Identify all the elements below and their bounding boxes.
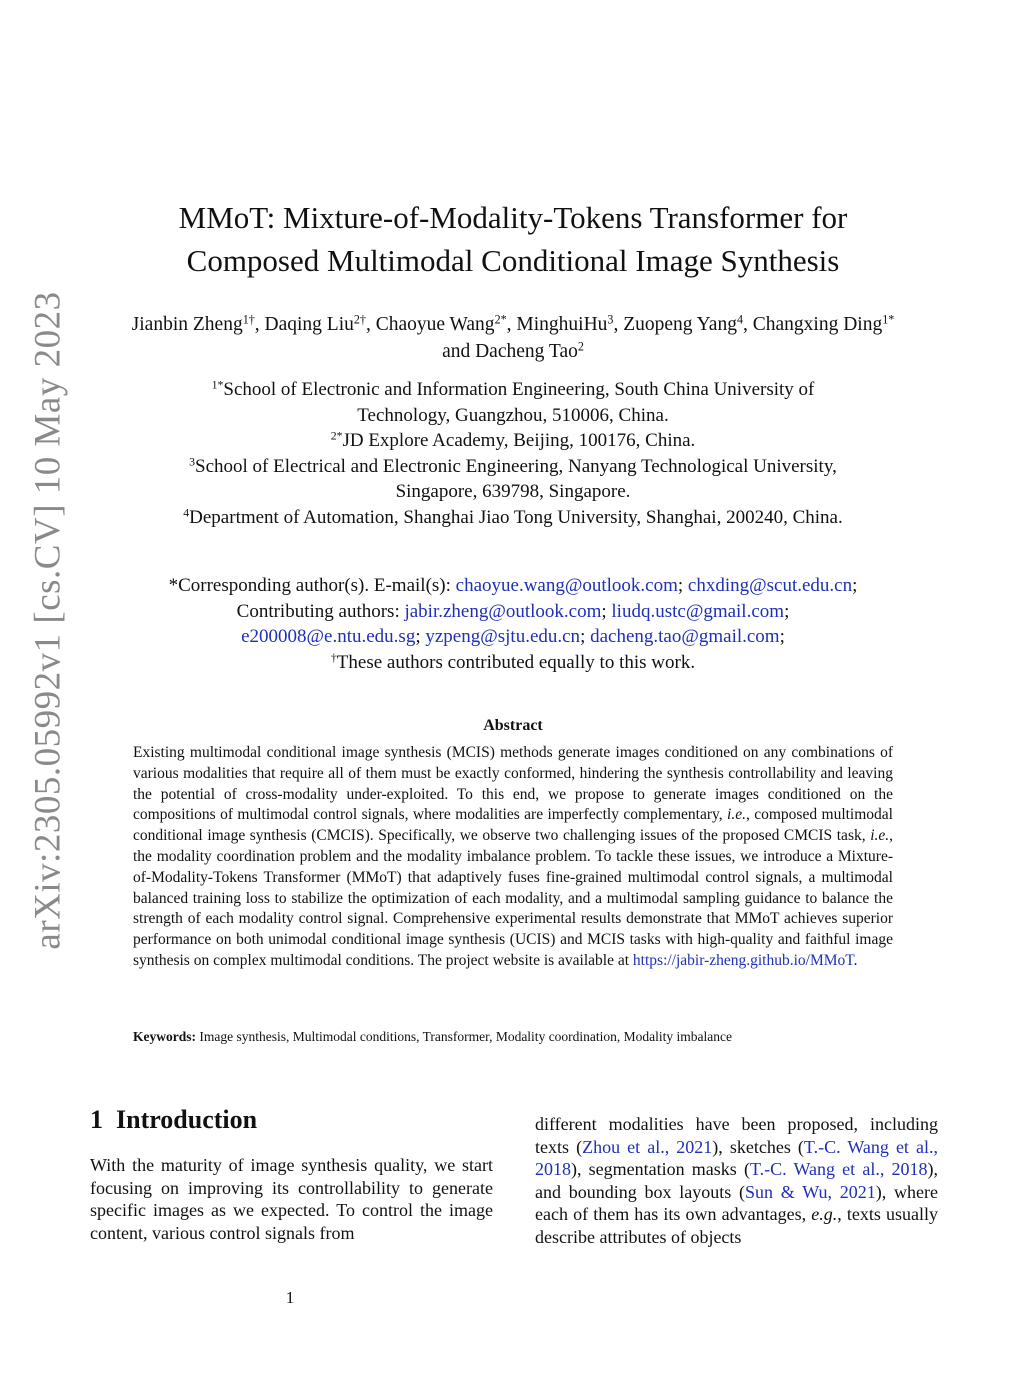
email-link[interactable]: dacheng.tao@gmail.com bbox=[590, 626, 780, 647]
affiliation-mark: 1* bbox=[211, 378, 224, 392]
abstract-body bbox=[133, 743, 893, 972]
body-italic: e.g. bbox=[811, 1204, 838, 1224]
body-text: ), segmentation masks ( bbox=[571, 1159, 750, 1179]
body-text: ), and bounding box layouts ( bbox=[535, 1159, 938, 1202]
affiliation-mark: 4 bbox=[183, 506, 190, 520]
affiliation-text: School of Electronic and Information Engineering, South China University of bbox=[223, 379, 815, 400]
author-name: Dacheng Tao bbox=[475, 341, 578, 362]
email-link[interactable]: yzpeng@sjtu.edu.cn bbox=[425, 626, 581, 647]
email-link[interactable]: chxding@scut.edu.cn bbox=[687, 575, 853, 596]
abstract-italic: i.e. bbox=[870, 827, 890, 845]
correspondence-block: *Corresponding author(s). E-mail(s): chaoyue.wang@outlook.com; chxding@scut.edu.cn; Contributing authors: jabir.zheng@outlook.com; liudq.ustc@gmail.com; e200008@e.ntu.edu.sg; yzpeng@sjtu.edu.cn; dacheng.tao@gmail.com; †These authors contributed equally to this work. bbox=[168, 575, 858, 673]
equal-contribution-mark: † bbox=[330, 651, 337, 665]
author-name: Changxing Ding bbox=[752, 314, 883, 335]
author-name: MinghuiHu bbox=[516, 314, 608, 335]
author-affiliation-mark: 2 bbox=[577, 339, 584, 354]
author-affiliation-mark: 1* bbox=[882, 312, 895, 327]
affiliation-item bbox=[120, 454, 906, 480]
project-website-link[interactable]: https://jabir-zheng.github.io/MMoT bbox=[632, 951, 854, 969]
corresponding-label: *Corresponding author(s). E-mail(s): bbox=[168, 575, 451, 596]
section-heading bbox=[90, 1105, 257, 1135]
paper-title bbox=[120, 196, 906, 282]
affiliation-text: School of Electrical and Electronic Engineering, Nanyang Technological University, bbox=[195, 455, 837, 477]
affiliation-mark: 3 bbox=[189, 455, 196, 469]
citation-link[interactable]: Zhou et al., 2021 bbox=[582, 1136, 713, 1157]
body-text: ), where each of them has its own advantages, bbox=[535, 1181, 938, 1224]
affiliation-text: JD Explore Academy, Beijing, 100176, China. bbox=[342, 430, 696, 451]
affiliation-item bbox=[120, 505, 906, 531]
equal-contribution-note: These authors contributed equally to this work. bbox=[336, 651, 696, 673]
author-name: Chaoyue Wang bbox=[375, 314, 495, 335]
author-affiliation-mark: 3 bbox=[607, 312, 614, 327]
intro-left-column: With the maturity of image synthesis quality, we start focusing on improving its controllability to generate specific images as we expected. To control the image content, various control signals from bbox=[90, 1155, 493, 1243]
email-link[interactable]: chaoyue.wang@outlook.com bbox=[455, 575, 678, 596]
contributing-label: Contributing authors: bbox=[236, 600, 400, 622]
body-text: ), sketches ( bbox=[712, 1136, 804, 1157]
body-text: , texts usually describe attributes of objects bbox=[535, 1204, 938, 1247]
author-list: Jianbin Zheng$^{1\dagger}$, Daqing Liu$^{2\dagger}$, Chaoyue Wang$^{2*}$, MinghuiHu$^3$, Zuopeng Yang$^4$, Changxing Ding$^{1*}$ and Dacheng Tao$^2$ bbox=[131, 312, 895, 362]
author-name: Daqing Liu bbox=[264, 314, 354, 335]
author-affiliation-mark: 1† bbox=[242, 312, 255, 327]
section-title: Introduction bbox=[116, 1105, 258, 1134]
abstract-italic: i.e. bbox=[727, 806, 746, 824]
citation-link[interactable]: T.-C. Wang et al., 2018 bbox=[749, 1159, 928, 1179]
abstract-text: , composed multimodal conditional image synthesis (CMCIS). Specifically, we observe two challenging issues of the proposed CMCIS task, bbox=[133, 806, 893, 845]
affiliation-item bbox=[120, 428, 906, 454]
arxiv-identifier-text: arXiv:2305.05992v1 [cs.CV] 10 May 2023 bbox=[27, 290, 69, 950]
section-number: 1 bbox=[90, 1105, 103, 1134]
title-line-2: Composed Multimodal Conditional Image Synthesis bbox=[186, 243, 840, 278]
abstract-text: . bbox=[853, 951, 858, 969]
abstract-text: , the modality coordination problem and the modality imbalance problem. To tackle these issues, we introduce a Mixture-of-Modality-Tokens Transformer (MMoT) that adaptively fuses fine-grained multimodal control signals, a multimodal balanced training loss to stabilize the optimization of each modality, and a multimodal sampling guidance to balance the strength of each modality control signal. Comprehensive experimental results demonstrate that MMoT achieves superior performance on both unimodal conditional image synthesis (UCIS) and MCIS tasks with high-quality and faithful image synthesis on complex multimodal conditions. The project website is available at bbox=[133, 827, 893, 969]
keywords-label: Keywords: bbox=[133, 1029, 196, 1044]
author-name: Jianbin Zheng bbox=[131, 314, 243, 335]
affiliation-mark: 2* bbox=[330, 429, 343, 443]
arxiv-identifier-stamp bbox=[8, 280, 88, 960]
author-affiliation-mark: 2† bbox=[353, 312, 366, 327]
email-link[interactable]: liudq.ustc@gmail.com bbox=[611, 600, 785, 622]
affiliation-item-continued: Singapore, 639798, Singapore. bbox=[395, 481, 631, 502]
keywords-text: Image synthesis, Multimodal conditions, Transformer, Modality coordination, Modality imbalance bbox=[199, 1029, 733, 1044]
email-link[interactable]: jabir.zheng@outlook.com bbox=[404, 600, 602, 622]
author-affiliation-mark: 4 bbox=[736, 312, 744, 327]
body-text: different modalities have been proposed, including texts ( bbox=[535, 1114, 938, 1157]
citation-link[interactable]: T.-C. Wang et al., 2018 bbox=[535, 1136, 939, 1179]
intro-right-column bbox=[535, 1113, 938, 1248]
affiliation-item bbox=[120, 377, 906, 403]
abstract-heading: Abstract bbox=[483, 717, 543, 734]
title-line-1: MMoT: Mixture-of-Modality-Tokens Transformer for bbox=[178, 200, 848, 235]
keywords-line bbox=[133, 1029, 903, 1045]
author-name: Zuopeng Yang bbox=[623, 314, 737, 335]
affiliation-list bbox=[120, 377, 906, 530]
page-number: 1 bbox=[285, 1288, 295, 1307]
abstract-text: Existing multimodal conditional image synthesis (MCIS) methods generate images conditioned on any combinations of various modalities that require all of them must be exactly conformed, hindering the synthesis controllability and leaving the potential of cross-modality under-exploited. To this end, we propose to generate images conditioned on the compositions of multimodal control signals, where modalities are imperfectly complementary, bbox=[133, 744, 893, 824]
author-affiliation-mark: 2* bbox=[494, 312, 507, 327]
email-link[interactable]: e200008@e.ntu.edu.sg bbox=[241, 626, 416, 647]
citation-link[interactable]: Sun & Wu, 2021 bbox=[745, 1181, 876, 1202]
affiliation-item-continued: Technology, Guangzhou, 510006, China. bbox=[357, 404, 669, 426]
affiliation-text: Department of Automation, Shanghai Jiao Tong University, Shanghai, 200240, China. bbox=[189, 506, 843, 528]
